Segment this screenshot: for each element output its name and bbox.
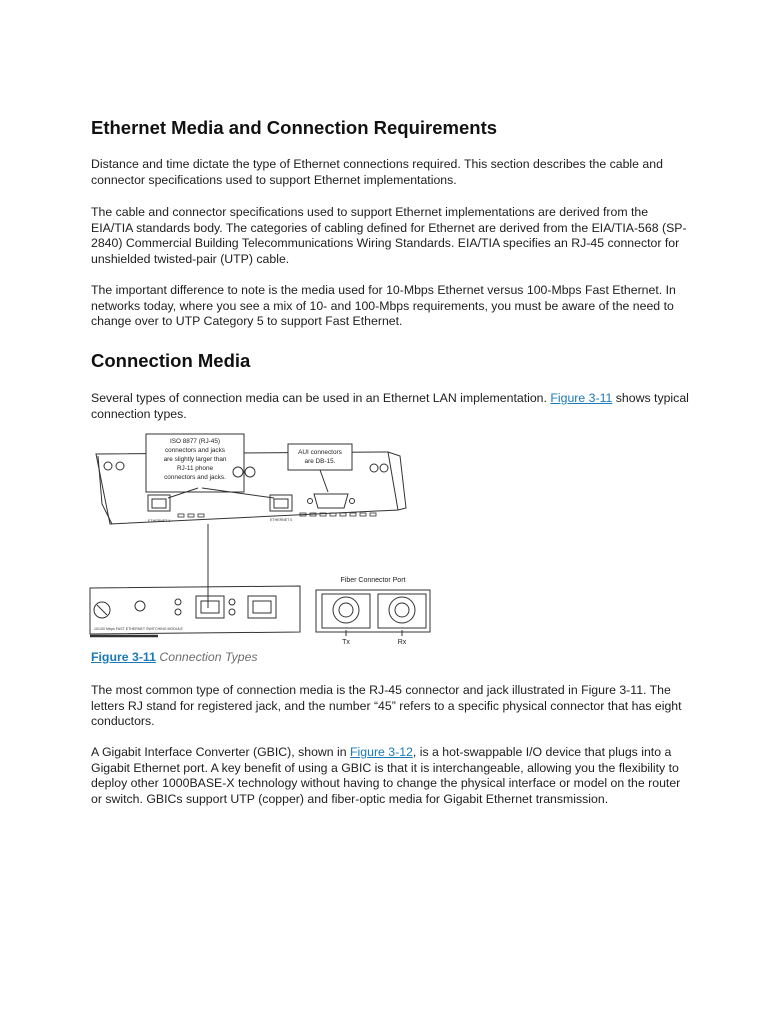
main-heading: Ethernet Media and Connection Requirements: [91, 117, 498, 138]
paragraph-standards: The cable and connector specifications used to support Ethernet implementations are derived from the EIA/TIA standards body. The categories of cabling defined for Ethernet are derived from the EIA/TIA-568 (SP-2840) Commercial Building Telecommunications Wiring Standards. EIA/TIA specifies an RJ-45 connector for unshielded twisted-pair (UTP) cable.: [91, 205, 687, 266]
tx-port: [333, 597, 359, 623]
aui-callout-line-2: are DB-15.: [304, 458, 336, 465]
para6-text-after: , is a hot-swappable I/O device that plugs into a Gigabit Ethernet port. A key benefit of using a GBIC is that it is interchangeable, allowing you the flexibility to deploy other 1000BASE-X technology without having to change the physical interface or model on the router or switch. GBICs support UTP (copper) and fiber-optic media for Gigabit Ethernet transmission.: [91, 745, 681, 806]
paragraph-difference: The important difference to note is the media used for 10-Mbps Ethernet versus 100-Mbps Fast Ethernet. In networks today, where you see a mix of 10- and 100-Mbps requirements, you must be aware of the need to change over to UTP Category 5 to support Fast Ethernet.: [91, 283, 676, 329]
tx-label: Tx: [342, 639, 350, 646]
rj45-callout-line-1: ISO 8877 (RJ-45): [169, 438, 221, 445]
fiber-port-label: Fiber Connector Port: [340, 577, 406, 584]
rj45-jack-upper-1: [148, 495, 170, 511]
rj45-jack-lower-1: [196, 596, 224, 618]
rj45-jack-lower-2: [248, 596, 276, 618]
figure-3-12-link[interactable]: Figure 3-12: [350, 745, 413, 759]
para4-text-before: Several types of connection media can be used in an Ethernet LAN implementation.: [91, 391, 551, 405]
paragraph-intro: Distance and time dictate the type of Ethernet connections required. This section describes the cable and connector specifications used to support Ethernet implementations.: [91, 157, 663, 187]
section-heading: Connection Media: [91, 350, 251, 371]
ethernet-0-label: ETHERNET 0: [270, 518, 293, 522]
figure-3-11-link[interactable]: Figure 3-11: [550, 391, 613, 405]
aui-callout-box: [288, 444, 352, 470]
aui-connector: [314, 494, 348, 508]
figure-caption-number[interactable]: Figure 3-11: [91, 650, 156, 664]
rj45-callout-line-4: RJ-11 phone: [176, 465, 214, 472]
paragraph-rj45: The most common type of connection media is the RJ-45 connector and jack illustrated in Figure 3-11. The letters RJ stand for registered jack, and the number “45” refers to a specific physical connector that has eight conductors.: [91, 683, 682, 729]
paragraph-gbic: [91, 745, 691, 807]
para6-text-before: A Gigabit Interface Converter (GBIC), shown in: [91, 745, 351, 759]
module-label: 10/100 Mbps FAST ETHERNET SWITCHING MODULE: [94, 627, 183, 631]
rj45-callout-line-2: connectors and jacks: [164, 447, 226, 454]
para4-text-after: shows typical connection types.: [91, 391, 689, 421]
aui-callout-line-1: AUI connectors: [298, 449, 342, 456]
ethernet-1-label: ETHERNET 1: [148, 519, 171, 523]
figure-caption-title: Connection Types: [155, 650, 258, 664]
rj45-callout-line-5: connectors and jacks.: [164, 474, 226, 481]
rx-label: Rx: [397, 639, 407, 646]
figure-caption: [91, 650, 258, 664]
paragraph-connection-media: [91, 391, 691, 422]
rx-port: [389, 597, 415, 623]
connection-types-figure: [88, 432, 448, 646]
rj45-callout-line-3: are slightly larger than: [163, 456, 227, 463]
